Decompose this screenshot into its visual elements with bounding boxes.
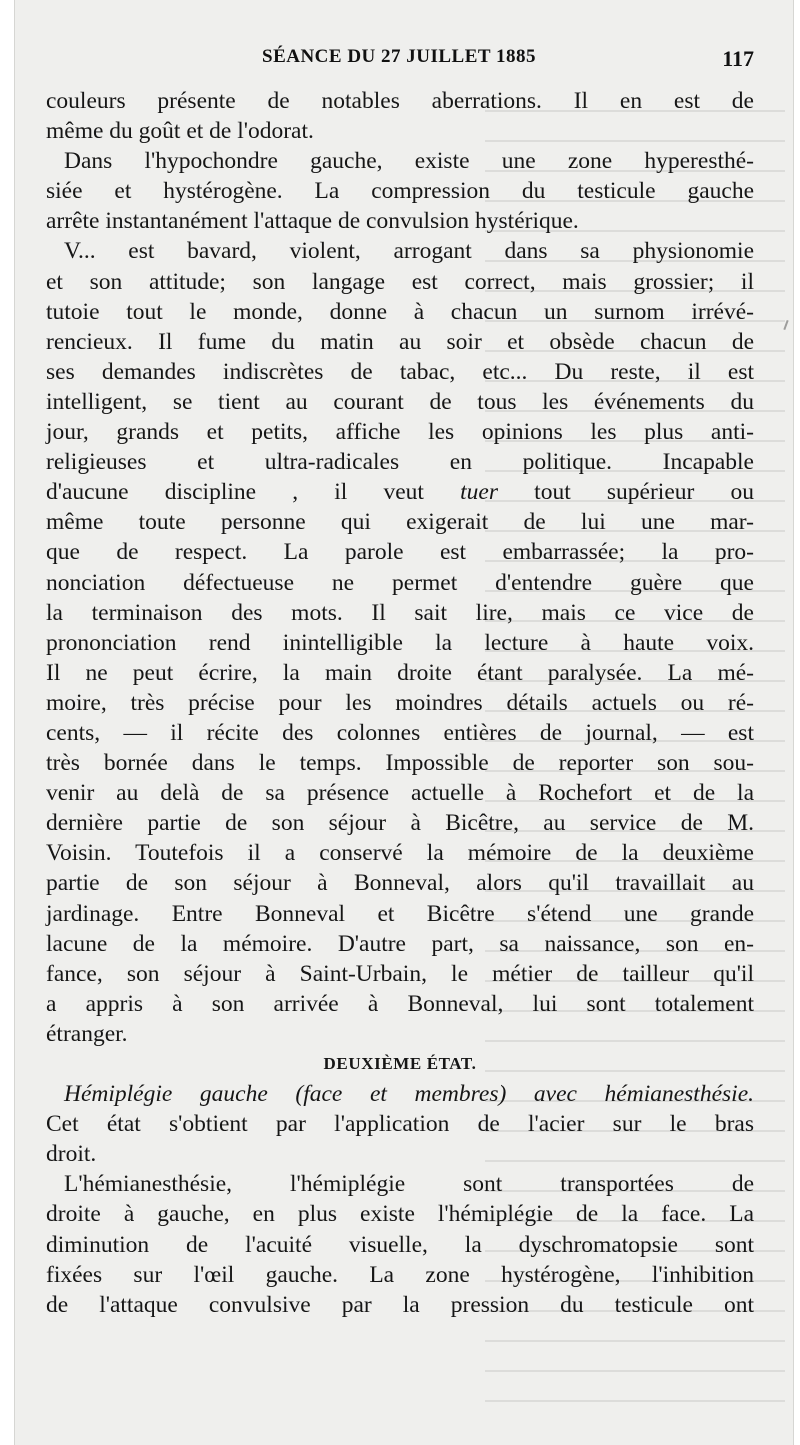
text-line: moire, très précise pour les moindres détails actuels ou ré- bbox=[46, 689, 754, 716]
text-segment: tout supérieur ou bbox=[534, 479, 755, 506]
text-line: arrête instantanément l'attaque de convulsion hystérique. bbox=[46, 208, 579, 235]
running-title: SÉANCE DU 27 JUILLET 1885 bbox=[262, 46, 536, 67]
text-line: V... est bavard, violent, arrogant dans sa physionomie bbox=[64, 238, 754, 265]
text-line: venir au delà de sa présence actuelle à Rochefort et de la bbox=[46, 780, 754, 807]
text-segment: d'aucune discipline , il veut bbox=[46, 479, 424, 506]
text-line: diminution de l'acuité visuelle, la dyschromatopsie sont bbox=[46, 1231, 754, 1258]
text-line: L'hémianesthésie, l'hémiplégie sont transportées de bbox=[64, 1171, 754, 1198]
text-line: même toute personne qui exigerait de lui une mar- bbox=[46, 509, 754, 536]
text-line: très bornée dans le temps. Impossible de reporter son sou- bbox=[46, 750, 754, 777]
text-line: intelligent, se tient au courant de tous les événements du bbox=[46, 388, 754, 415]
text-line: la terminaison des mots. Il sait lire, mais ce vice de bbox=[46, 599, 754, 626]
text-line: Il ne peut écrire, la main droite étant paralysée. La mé- bbox=[46, 659, 754, 686]
body-text bbox=[46, 86, 754, 1320]
text-line: lacune de la mémoire. D'autre part, sa naissance, son en- bbox=[46, 930, 754, 957]
text-line: jour, grands et petits, affiche les opinions les plus anti- bbox=[46, 419, 754, 446]
text-line: jardinage. Entre Bonneval et Bicêtre s'étend une grande bbox=[46, 900, 754, 927]
text-line: cents, — il récite des colonnes entières de journal, — est bbox=[46, 719, 754, 746]
text-line: Voisin. Toutefois il a conservé la mémoire de la deuxième bbox=[46, 840, 754, 867]
text-line: fance, son séjour à Saint-Urbain, le métier de tailleur qu'il bbox=[46, 960, 754, 987]
italic-word: tuer bbox=[460, 479, 498, 506]
text-line: que de respect. La parole est embarrassée; la pro- bbox=[46, 539, 754, 566]
text-line: de l'attaque convulsive par la pression du testicule ont bbox=[46, 1291, 754, 1318]
text-line: partie de son séjour à Bonneval, alors qu'il travaillait au bbox=[46, 870, 754, 897]
section-heading: DEUXIÈME ÉTAT. bbox=[323, 1054, 477, 1073]
page-header bbox=[44, 42, 754, 78]
text-line: étranger. bbox=[46, 1020, 128, 1047]
text-line: a appris à son arrivée à Bonneval, lui sont totalement bbox=[46, 990, 754, 1017]
text-line: religieuses et ultra-radicales en politique. Incapable bbox=[46, 449, 754, 476]
text-line: nonciation défectueuse ne permet d'entendre guère que bbox=[46, 569, 754, 596]
text-line-with-italic bbox=[46, 477, 754, 507]
text-line: dernière partie de son séjour à Bicêtre, au service de M. bbox=[46, 810, 754, 837]
section-subtitle: Hémiplégie gauche (face et membres) avec hémianesthésie. bbox=[64, 1081, 754, 1108]
text-line: tutoie tout le monde, donne à chacun un surnom irrévé- bbox=[46, 298, 754, 325]
text-line: Cet état s'obtient par l'application de l'acier sur le bras bbox=[46, 1111, 754, 1138]
text-line: même du goût et de l'odorat. bbox=[46, 118, 314, 145]
text-line: et son attitude; son langage est correct, mais grossier; il bbox=[46, 268, 754, 295]
text-line: prononciation rend inintelligible la lecture à haute voix. bbox=[46, 629, 754, 656]
page-number: 117 bbox=[722, 46, 754, 71]
text-line: couleurs présente de notables aberrations. Il en est de bbox=[46, 88, 754, 114]
text-line: rencieux. Il fume du matin au soir et obsède chacun de bbox=[46, 328, 754, 355]
text-line: siée et hystérogène. La compression du testicule gauche bbox=[46, 178, 754, 205]
text-line: droit. bbox=[46, 1141, 97, 1168]
text-line: fixées sur l'œil gauche. La zone hystérogène, l'inhibition bbox=[46, 1261, 754, 1288]
text-line: ses demandes indiscrètes de tabac, etc... Du reste, il est bbox=[46, 358, 754, 385]
text-line: Dans l'hypochondre gauche, existe une zone hyperesthé- bbox=[64, 148, 754, 175]
text-line: droite à gauche, en plus existe l'hémiplégie de la face. La bbox=[46, 1201, 754, 1228]
